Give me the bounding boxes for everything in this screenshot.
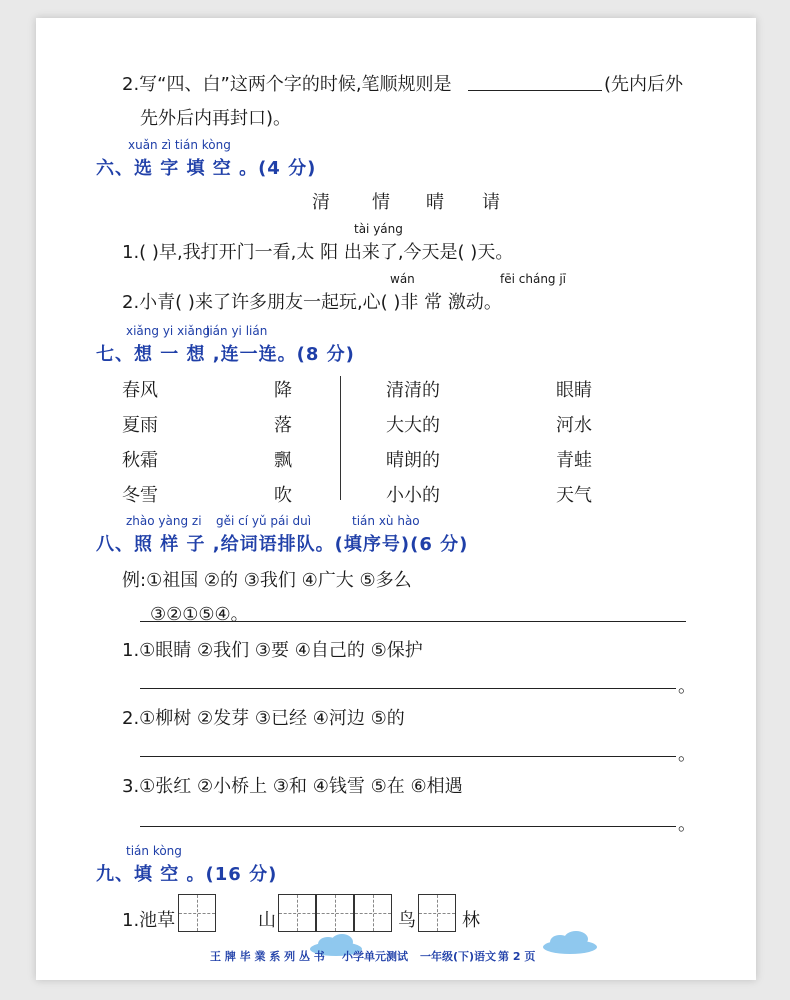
section-title: 八、照 样 子 ,给词语排队。(填序号)(6 分)	[96, 534, 469, 555]
writing-grid-box[interactable]	[418, 894, 456, 932]
end-mark: 。	[678, 744, 696, 765]
example-text: 例:①祖国 ②的 ③我们 ④广大 ⑤多么	[122, 570, 412, 591]
footer-page: 第 2 页	[498, 950, 536, 963]
match-word[interactable]: 晴朗的	[386, 450, 440, 471]
section-pinyin: lián yi lián	[206, 324, 268, 338]
pinyin-annotation: wán	[390, 272, 415, 286]
match-word[interactable]: 大大的	[386, 415, 440, 436]
section-pinyin: xuǎn zì tián kòng	[128, 138, 231, 152]
writing-grid-box[interactable]	[178, 894, 216, 932]
match-word[interactable]: 小小的	[386, 485, 440, 506]
footer-test: 小学单元测试	[342, 950, 408, 963]
answer-line[interactable]	[140, 826, 676, 827]
match-word[interactable]: 天气	[556, 485, 592, 506]
section-title: 九、填 空 。(16 分)	[96, 864, 278, 885]
section-pinyin: gěi cí yǔ pái duì	[216, 514, 312, 528]
question-text: 1.①眼睛 ②我们 ③要 ④自己的 ⑤保护	[122, 640, 423, 661]
question-text: 鸟	[398, 910, 416, 931]
match-word[interactable]: 眼睛	[556, 380, 592, 401]
cloud-icon	[540, 930, 600, 956]
end-mark: 。	[678, 814, 696, 835]
column-divider	[340, 376, 341, 500]
answer-line[interactable]	[140, 688, 676, 689]
question-text: 2.①柳树 ②发芽 ③已经 ④河边 ⑤的	[122, 708, 405, 729]
footer-grade: 一年级(下)语文	[420, 950, 497, 963]
writing-grid-box[interactable]	[278, 894, 316, 932]
match-word[interactable]: 降	[274, 380, 292, 401]
pinyin-annotation: fēi cháng jī	[500, 272, 567, 286]
section-pinyin: tián xù hào	[352, 514, 420, 528]
writing-grid-box[interactable]	[354, 894, 392, 932]
match-word[interactable]: 冬雪	[122, 485, 158, 506]
section-title: 七、想 一 想 ,连一连。(8 分)	[96, 344, 355, 365]
end-mark: 。	[678, 676, 696, 697]
match-word[interactable]: 春风	[122, 380, 158, 401]
section-pinyin: xiǎng yi xiǎng	[126, 324, 211, 338]
question-text: 1.池草	[122, 910, 176, 931]
question-text: 先外后内再封口)。	[140, 108, 292, 129]
answer-line[interactable]	[468, 90, 602, 91]
match-word[interactable]: 秋霜	[122, 450, 158, 471]
section-pinyin: zhào yàng zi	[126, 514, 202, 528]
match-word[interactable]: 落	[274, 415, 292, 436]
question-text: 2.小青( )来了许多朋友一起玩,心( )非 常 激动。	[122, 292, 502, 313]
writing-grid-box[interactable]	[316, 894, 354, 932]
worksheet-page	[36, 18, 756, 980]
answer-line[interactable]	[140, 756, 676, 757]
question-text: 1.( )早,我打开门一看,太 阳 出来了,今天是( )天。	[122, 242, 514, 263]
example-answer-line	[140, 621, 686, 622]
match-word[interactable]: 夏雨	[122, 415, 158, 436]
example-answer: ③②①⑤④。	[150, 604, 249, 625]
choice-char: 清	[312, 192, 330, 213]
footer-series: 王 牌 毕 業 系 列 丛 书	[210, 950, 325, 963]
question-text: 2.写“四、白”这两个字的时候,笔顺规则是	[122, 74, 452, 95]
match-word[interactable]: 河水	[556, 415, 592, 436]
question-text: 3.①张红 ②小桥上 ③和 ④钱雪 ⑤在 ⑥相遇	[122, 776, 463, 797]
choice-char: 情	[372, 192, 390, 213]
match-word[interactable]: 清清的	[386, 380, 440, 401]
choice-char: 请	[482, 192, 500, 213]
pinyin-annotation: tài yáng	[354, 222, 403, 236]
choice-char: 晴	[426, 192, 444, 213]
question-text: 山	[258, 910, 276, 931]
section-pinyin: tián kòng	[126, 844, 182, 858]
match-word[interactable]: 飘	[274, 450, 292, 471]
section-title: 六、选 字 填 空 。(4 分)	[96, 158, 317, 179]
question-text: (先内后外	[604, 74, 684, 95]
match-word[interactable]: 青蛙	[556, 450, 592, 471]
match-word[interactable]: 吹	[274, 485, 292, 506]
question-text: 林	[462, 910, 480, 931]
